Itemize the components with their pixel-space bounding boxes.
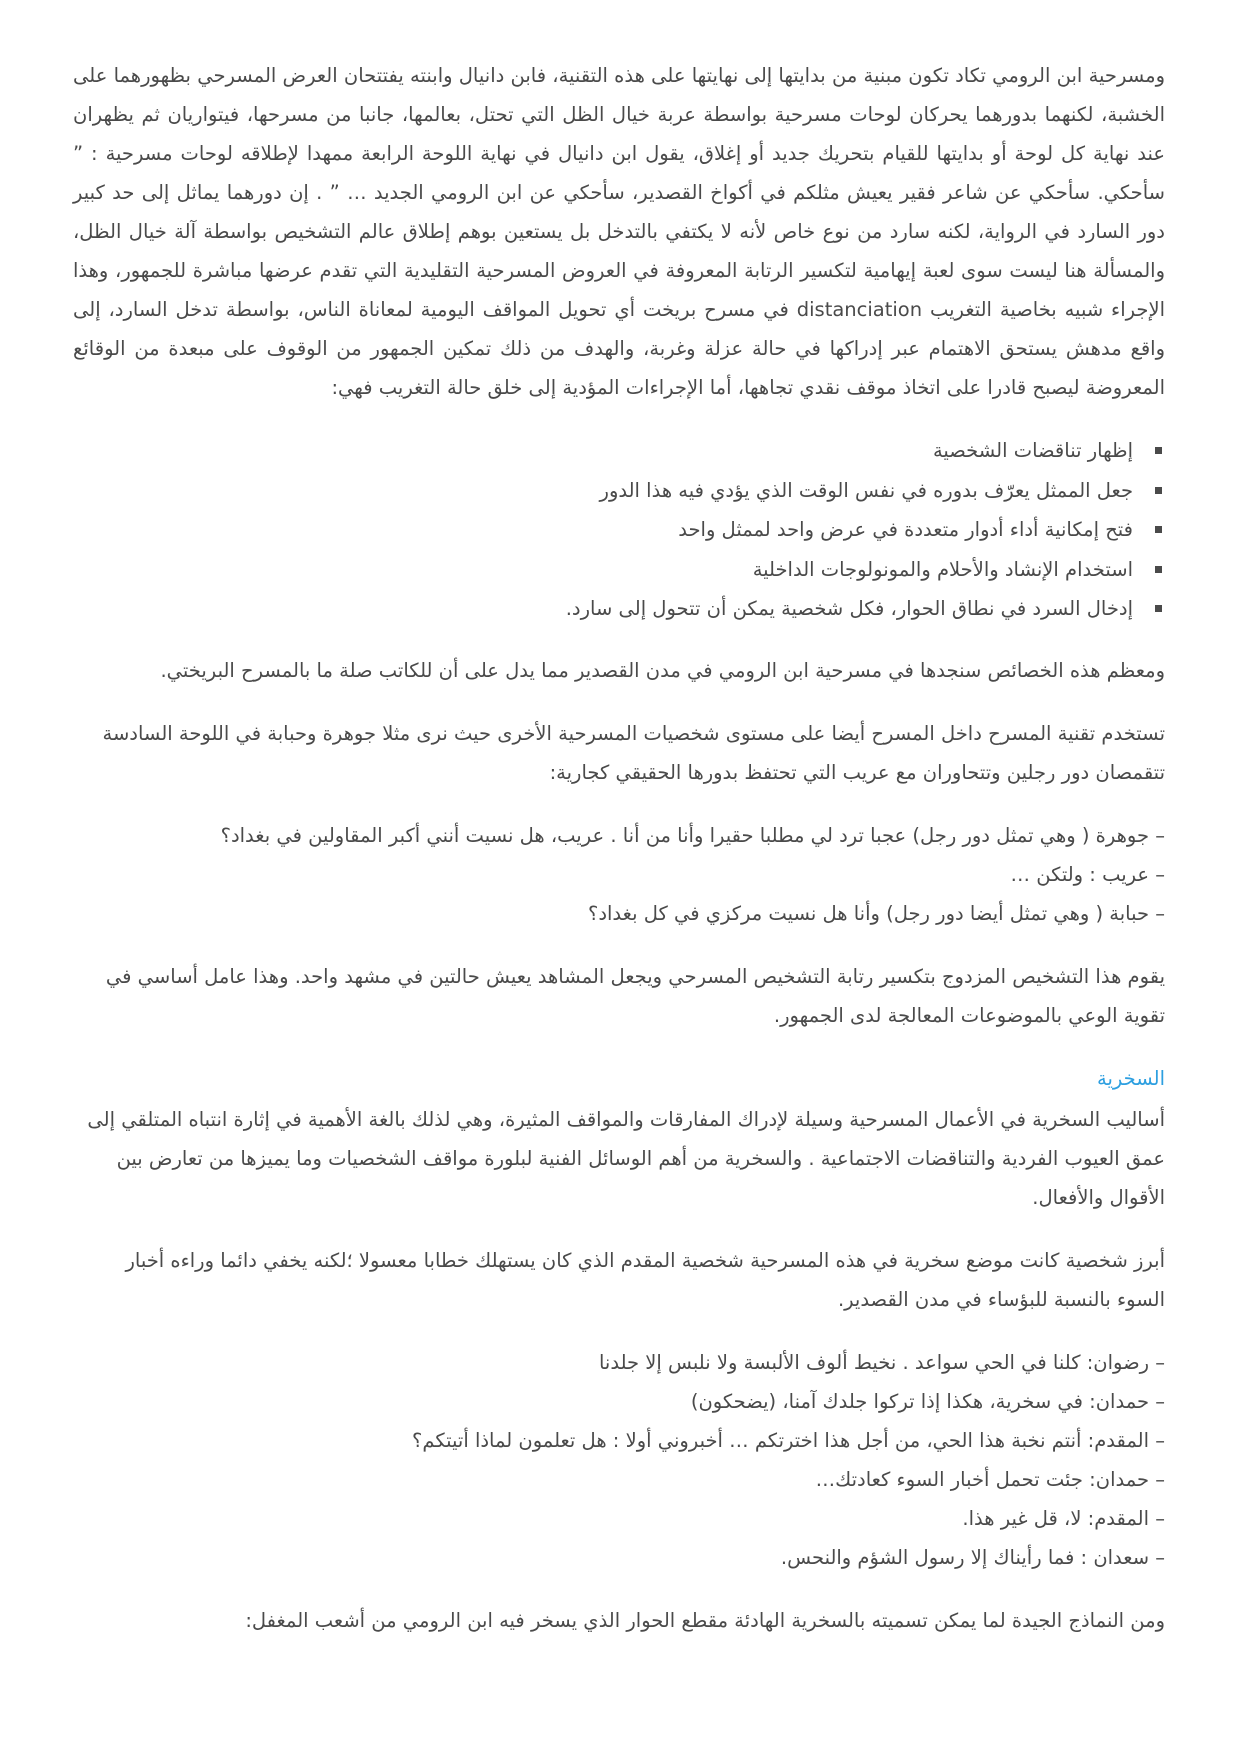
list-item-text: إظهار تناقضات الشخصية xyxy=(932,439,1133,462)
list-item-text: إدخال السرد في نطاق الحوار، فكل شخصية يمكن أن تتحول إلى سارد. xyxy=(565,597,1133,620)
satire-paragraph-2: أبرز شخصية كانت موضع سخرية في هذه المسرحية شخصية المقدم الذي كان يستهلك خطابا معسولا ؛لكنه يخفي دائما وراءه أخبار السوء بالنسبة للبؤساء في مدن القصدير. xyxy=(125,1248,1165,1311)
intro-paragraph: ومسرحية ابن الرومي تكاد تكون مبنية من بدايتها إلى نهايتها على هذه التقنية، فابن دانيال وابنته يفتتحان العرض المسرحي بظهورهما على الخشبة، لكنهما بدورهما يحركان لوحات مسرحية بواسطة عربة خيال الظل التي تحتل، بعالمها، جانبا من مسرحها، فيتواريان ثم يظهران عند نهاية كل لوحة أو بدايتها للقيام بتحريك جديد أو إغلاق، يقول ابن دانيال في نهاية اللوحة الرابعة ممهدا لإطلاقه لوحات مسرحية : ” سأحكي. سأحكي عن شاعر فقير يعيش مثلكم في أكواخ القصدير، سأحكي عن ابن الرومي الجديد … ” . إن دورهما يماثل إلى حد كبير دور السارد في الرواية، لكنه سارد من نوع خاص لأنه لا يكتفي بالتدخل بل يستعين بوهم إطلاق عالم التشخيص بواسطة آلة خيال الظل، والمسألة هنا ليست سوى لعبة إيهامية لتكسير الرتابة المعروفة في العروض المسرحية التقليدية التي تقدم عرضها مباشرة للجمهور، وهذا الإجراء شبيه بخاصية التغريب distanciation في مسرح بريخت أي تحويل المواقف اليومية لمعاناة الناس، بواسطة تدخل السارد، إلى واقع مدهش يستحق الاهتمام عبر إدراكها في حالة عزلة وغربة، والهدف من ذلك تمكين الجمهور من الوقوف على مبعدة من الوقائع المعروضة ليصبح قادرا على اتخاذ موقف نقدي تجاهها، أما الإجراءات المؤدية إلى خلق حالة التغريب فهي: xyxy=(73,64,1165,399)
article-body xyxy=(73,56,1165,1640)
satire-paragraph-1: أساليب السخرية في الأعمال المسرحية وسيلة لإدراك المفارقات والمواقف المثيرة، وهي لذلك بالغة الأهمية في إثارة انتباه المتلقي إلى عمق العيوب الفردية والتناقضات الاجتماعية . والسخرية من أهم الوسائل الفنية لبلورة مواقف الشخصيات وما يميزها من تعارض بين الأقوال والأفعال. xyxy=(87,1107,1165,1209)
dialogue-line: – حبابة ( وهي تمثل أيضا دور رجل) وأنا هل نسيت مركزي في كل بغداد؟ xyxy=(587,901,1165,925)
dialogue-line: – عريب : ولتكن … xyxy=(1010,862,1165,886)
list-item xyxy=(73,550,1165,590)
dialogue-line: – المقدم: لا، قل غير هذا. xyxy=(962,1506,1165,1530)
list-item xyxy=(73,471,1165,511)
square-bullet-icon xyxy=(1155,487,1162,494)
dialogue-excerpt-2 xyxy=(73,1343,1165,1577)
square-bullet-icon xyxy=(1155,447,1162,454)
dialogue-line: – المقدم: أنتم نخبة هذا الحي، من أجل هذا اخترتكم … أخبروني أولا : هل تعلمون لماذا أتيتكم؟ xyxy=(412,1428,1165,1452)
square-bullet-icon xyxy=(1155,566,1162,573)
satire-heading: السخرية xyxy=(1097,1066,1165,1090)
list-item xyxy=(73,589,1165,629)
list-item-text: جعل الممثل يعرّف بدوره في نفس الوقت الذي يؤدي فيه هذا الدور xyxy=(599,478,1133,502)
closing-paragraph: ومن النماذج الجيدة لما يمكن تسميته بالسخرية الهادئة مقطع الحوار الذي يسخر فيه ابن الرومي من أشعب المغفل: xyxy=(245,1608,1165,1632)
dialogue-line: – حمدان: جئت تحمل أخبار السوء كعادتك… xyxy=(815,1467,1165,1491)
dialogue-line: – جوهرة ( وهي تمثل دور رجل) عجبا ترد لي مطلبا حقيرا وأنا من أنا . عريب، هل نسيت أنني أكبر المقاولين في بغداد؟ xyxy=(220,823,1165,847)
list-item-text: استخدام الإنشاد والأحلام والمونولوجات الداخلية xyxy=(752,557,1133,581)
square-bullet-icon xyxy=(1155,605,1162,612)
double-role-paragraph: يقوم هذا التشخيص المزدوج بتكسير رتابة التشخيص المسرحي ويجعل المشاهد يعيش حالتين في مشهد واحد. وهذا عامل أساسي في تقوية الوعي بالموضوعات المعالجة لدى الجمهور. xyxy=(105,964,1165,1027)
dialogue-excerpt-1 xyxy=(73,816,1165,933)
list-item xyxy=(73,431,1165,471)
list-item-text: فتح إمكانية أداء أدوار متعددة في عرض واحد لممثل واحد xyxy=(678,518,1133,541)
square-bullet-icon xyxy=(1155,526,1162,533)
brecht-link-paragraph: ومعظم هذه الخصائص سنجدها في مسرحية ابن الرومي في مدن القصدير مما يدل على أن للكاتب صلة ما بالمسرح البريختي. xyxy=(160,658,1165,682)
dialogue-line: – حمدان: في سخرية، هكذا إذا تركوا جلدك آمنا، (يضحكون) xyxy=(690,1389,1165,1413)
list-item xyxy=(73,510,1165,550)
dialogue-line: – رضوان: كلنا في الحي سواعد . نخيط ألوف الألبسة ولا نلبس إلا جلدنا xyxy=(598,1350,1165,1374)
dialogue-line: – سعدان : فما رأيناك إلا رسول الشؤم والنحس. xyxy=(780,1545,1165,1569)
alienation-techniques-list xyxy=(73,431,1165,629)
theatre-in-theatre-paragraph: تستخدم تقنية المسرح داخل المسرح أيضا على مستوى شخصيات المسرحية الأخرى حيث نرى مثلا جوهرة وحبابة في اللوحة السادسة تتقمصان دور رجلين وتتحاوران مع عريب التي تحتفظ بدورها الحقيقي كجارية: xyxy=(102,721,1165,784)
